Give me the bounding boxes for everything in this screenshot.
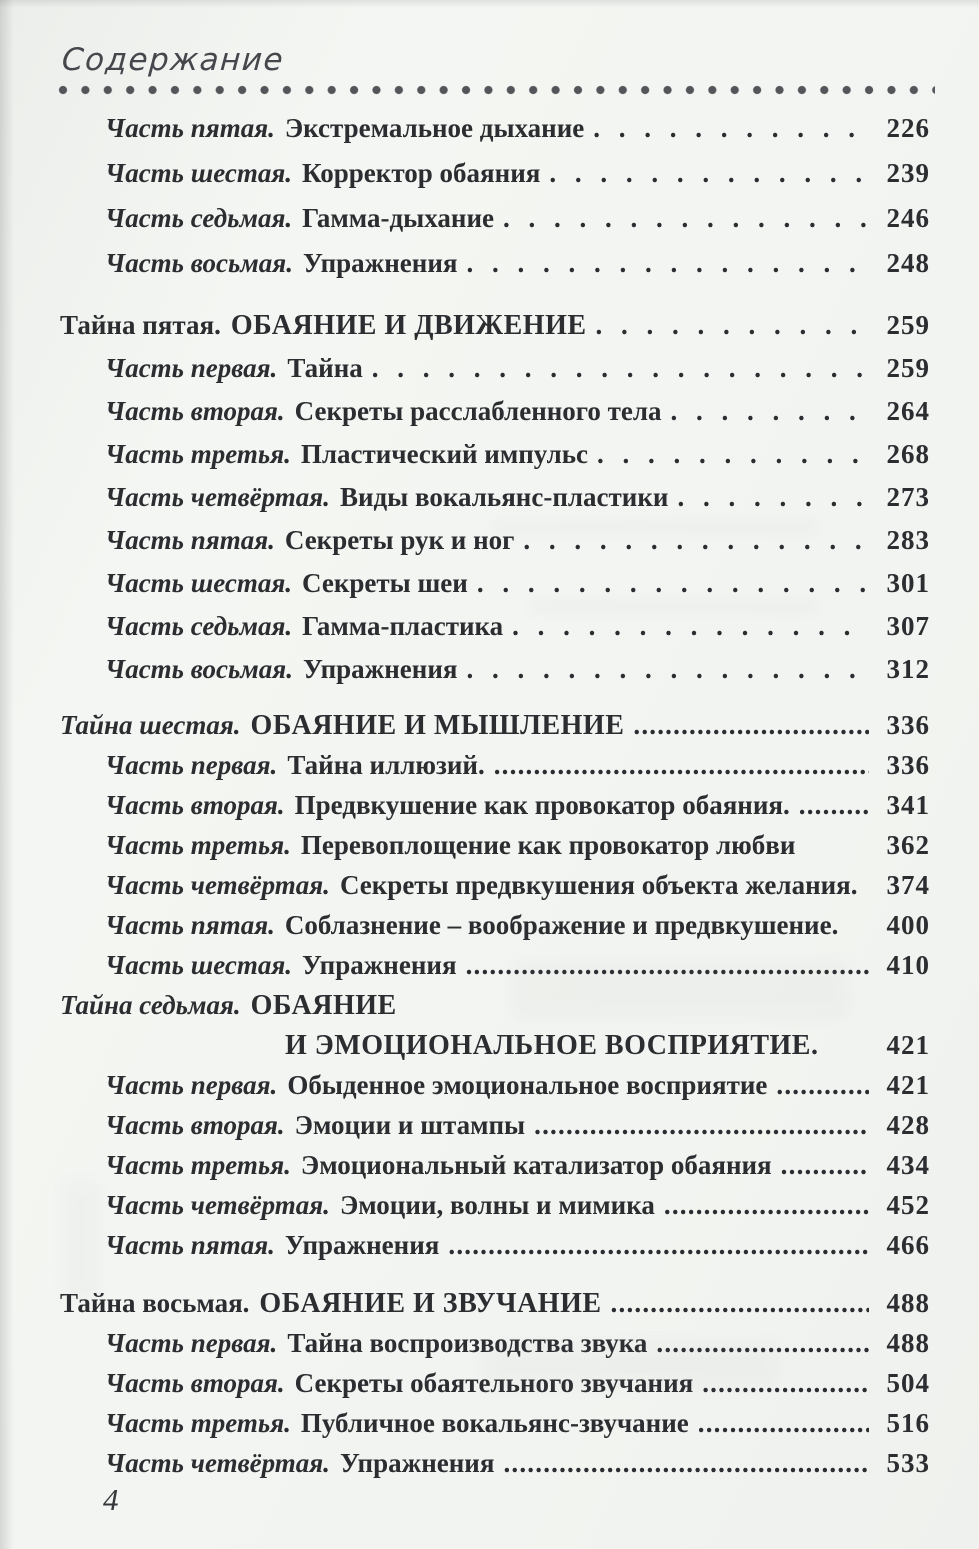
entry-title: Секреты обаятельного звучания xyxy=(294,1368,694,1398)
leader-dots xyxy=(466,945,869,985)
toc-entry xyxy=(60,519,930,562)
entry-title: Упражнения xyxy=(302,654,458,684)
entry-label: Тайна восьмая. xyxy=(60,1288,250,1318)
entry-label: Часть шестая. xyxy=(105,568,293,598)
page-number-ref: 239 xyxy=(886,158,930,188)
entry-label: Часть пятая. xyxy=(105,525,275,555)
page-number-ref: 362 xyxy=(886,830,930,860)
entry-title: Перевоплощение как провокатор любви xyxy=(300,830,796,860)
entry-label: Часть первая. xyxy=(105,1070,278,1100)
leader-dots xyxy=(702,1363,869,1403)
leader-dots xyxy=(372,347,869,390)
toc-entry xyxy=(60,945,930,985)
entry-label: Часть третья. xyxy=(105,439,291,469)
page-number-ref: 336 xyxy=(886,750,930,780)
leader-dots xyxy=(466,241,869,286)
toc-entry xyxy=(60,1105,930,1145)
toc-heading xyxy=(60,985,930,1025)
toc-entry xyxy=(60,1225,930,1265)
leader-dots xyxy=(656,1323,869,1363)
page-number-ref: 246 xyxy=(886,203,930,233)
toc-entry xyxy=(60,1323,930,1363)
toc-entry xyxy=(60,106,930,151)
page-number-ref: 273 xyxy=(886,482,930,512)
page-number-ref: 341 xyxy=(886,790,930,820)
entry-title: Секреты шеи xyxy=(302,568,468,598)
entry-title: Эмоции и штампы xyxy=(294,1110,526,1140)
toc-entry xyxy=(60,390,930,433)
entry-title: Обыденное эмоциональное восприятие xyxy=(287,1070,768,1100)
entry-title: И ЭМОЦИОНАЛЬНОЕ ВОСПРИЯТИЕ. xyxy=(285,1030,819,1061)
entry-label: Часть пятая. xyxy=(105,113,275,143)
leader-dots xyxy=(512,605,869,648)
page-number-ref: 421 xyxy=(886,1070,930,1100)
toc-entry xyxy=(60,1145,930,1185)
toc-section xyxy=(60,985,930,1265)
leader-dots xyxy=(503,196,869,241)
toc-heading xyxy=(60,304,930,347)
toc-entry xyxy=(60,476,930,519)
leader-dots xyxy=(549,151,869,196)
page-number-ref: 307 xyxy=(886,611,930,641)
page-number-ref: 301 xyxy=(886,568,930,598)
entry-label: Часть первая. xyxy=(105,1328,278,1358)
page-number-ref: 259 xyxy=(886,353,930,383)
entry-label: Часть вторая. xyxy=(105,790,285,820)
toc-section xyxy=(60,705,930,985)
toc-entry xyxy=(60,785,930,825)
toc-entry xyxy=(60,1065,930,1105)
entry-label: Часть третья. xyxy=(105,1150,291,1180)
toc-entry xyxy=(60,745,930,785)
entry-title: Гамма-пластика xyxy=(302,611,504,641)
entry-label: Часть вторая. xyxy=(105,1368,285,1398)
entry-title: Секреты расслабленного тела xyxy=(294,396,662,426)
entry-label: Часть восьмая. xyxy=(105,248,293,278)
leader-dots xyxy=(503,1443,869,1483)
leader-dots xyxy=(677,476,869,519)
entry-title: Гамма-дыхание xyxy=(302,203,494,233)
page-number-ref: 504 xyxy=(886,1368,930,1398)
toc-entry xyxy=(60,905,930,945)
entry-label: Часть пятая. xyxy=(105,910,275,940)
entry-title: Секреты предвкушения объекта желания. xyxy=(339,870,858,900)
leader-dots xyxy=(664,1185,869,1225)
entry-label: Часть четвёртая. xyxy=(105,1448,330,1478)
entry-label: Часть четвёртая. xyxy=(105,1190,330,1220)
entry-label: Часть вторая. xyxy=(105,396,285,426)
entry-label: Часть третья. xyxy=(105,830,291,860)
entry-title: Экстремальное дыхание xyxy=(284,113,585,143)
leader-dots xyxy=(477,562,869,605)
page-number-ref: 421 xyxy=(886,1030,930,1060)
entry-title: Тайна иллюзий. xyxy=(287,750,485,780)
entry-title: Пластический импульс xyxy=(300,439,589,469)
toc xyxy=(60,106,930,1483)
entry-label: Тайна пятая. xyxy=(60,310,221,340)
toc-section xyxy=(60,1283,930,1483)
entry-label: Часть первая. xyxy=(105,353,278,383)
leader-dots xyxy=(593,106,869,151)
entry-title: ОБАЯНИЕ И ДВИЖЕНИЕ xyxy=(230,310,587,341)
entry-label: Тайна шестая. xyxy=(60,710,241,740)
toc-section xyxy=(60,304,930,691)
entry-title: Публичное вокальянс-звучание xyxy=(300,1408,689,1438)
leader-dots xyxy=(671,390,869,433)
page-number-ref: 488 xyxy=(886,1288,930,1318)
page-number-ref: 283 xyxy=(886,525,930,555)
entry-title: Тайна xyxy=(287,353,363,383)
entry-title: Соблазнение – воображение и предвкушение. xyxy=(284,910,839,940)
entry-label: Часть седьмая. xyxy=(105,611,293,641)
entry-label: Часть первая. xyxy=(105,750,278,780)
entry-title: Эмоциональный катализатор обаяния xyxy=(300,1150,772,1180)
entry-label: Часть вторая. xyxy=(105,1110,285,1140)
entry-title: ОБАЯНИЕ xyxy=(250,990,397,1021)
folio-page-number: 4 xyxy=(103,1482,119,1517)
leader-dots xyxy=(596,304,869,347)
leader-dots xyxy=(494,745,869,785)
entry-label: Часть шестая. xyxy=(105,950,293,980)
toc-entry xyxy=(60,1363,930,1403)
entry-title: ОБАЯНИЕ И ЗВУЧАНИЕ xyxy=(259,1288,602,1319)
toc-heading xyxy=(60,1025,930,1065)
contents-header: Содержание xyxy=(60,42,286,78)
entry-label: Часть восьмая. xyxy=(105,654,293,684)
leader-dots xyxy=(611,1283,869,1323)
entry-title: Предвкушение как провокатор обаяния. xyxy=(294,790,790,820)
entry-title: Тайна воспроизводства звука xyxy=(287,1328,648,1358)
toc-entry xyxy=(60,648,930,691)
entry-title: Упражнения xyxy=(302,248,458,278)
toc-entry xyxy=(60,347,930,390)
page-number-ref: 533 xyxy=(886,1448,930,1478)
leader-dots xyxy=(597,433,869,476)
leader-dots xyxy=(534,1105,869,1145)
page-number-ref: 312 xyxy=(886,654,930,684)
toc-entry xyxy=(60,151,930,196)
leader-dots xyxy=(799,785,869,825)
toc-entry xyxy=(60,825,930,865)
entry-title: Упражнения xyxy=(284,1230,440,1260)
page-number-ref: 516 xyxy=(886,1408,930,1438)
page-number-ref: 428 xyxy=(886,1110,930,1140)
page-number-ref: 452 xyxy=(886,1190,930,1220)
entry-title: ОБАЯНИЕ И МЫШЛЕНИЕ xyxy=(250,710,625,741)
dotted-divider xyxy=(58,84,935,97)
toc-entry xyxy=(60,605,930,648)
entry-title: Упражнения xyxy=(302,950,457,980)
page-number-ref: 248 xyxy=(886,248,930,278)
page-number-ref: 466 xyxy=(886,1230,930,1260)
entry-title: Упражнения xyxy=(339,1448,495,1478)
leader-dots xyxy=(523,519,869,562)
leader-dots xyxy=(776,1065,869,1105)
entry-title: Секреты рук и ног xyxy=(284,525,515,555)
leader-dots xyxy=(466,648,869,691)
entry-title: Корректор обаяния xyxy=(302,158,541,188)
entry-label: Часть шестая. xyxy=(105,158,293,188)
entry-label: Часть четвёртая. xyxy=(105,482,330,512)
toc-entry xyxy=(60,241,930,286)
page-number-ref: 434 xyxy=(886,1150,930,1180)
toc-entry xyxy=(60,865,930,905)
entry-label: Часть пятая. xyxy=(105,1230,275,1260)
entry-label: Часть четвёртая. xyxy=(105,870,330,900)
entry-label: Часть третья. xyxy=(105,1408,291,1438)
page-number-ref: 268 xyxy=(886,439,930,469)
page-number-ref: 336 xyxy=(886,710,930,740)
toc-entry xyxy=(60,433,930,476)
page-number-ref: 226 xyxy=(886,113,930,143)
toc-heading xyxy=(60,1283,930,1323)
page-number-ref: 410 xyxy=(886,950,930,980)
entry-label: Часть седьмая. xyxy=(105,203,293,233)
toc-entry xyxy=(60,1185,930,1225)
page-number-ref: 488 xyxy=(886,1328,930,1358)
leader-dots xyxy=(633,705,869,745)
toc-entry xyxy=(60,1443,930,1483)
toc-entry xyxy=(60,1403,930,1443)
entry-title: Эмоции, волны и мимика xyxy=(339,1190,655,1220)
page-number-ref: 259 xyxy=(886,310,930,340)
leader-dots xyxy=(781,1145,869,1185)
entry-title: Виды вокальянс-пластики xyxy=(339,482,669,512)
entry-label: Тайна седьмая. xyxy=(60,990,241,1020)
toc-entry xyxy=(60,196,930,241)
page-number-ref: 264 xyxy=(886,396,930,426)
toc-entry xyxy=(60,562,930,605)
toc-section xyxy=(60,106,930,286)
page-number-ref: 400 xyxy=(886,910,930,940)
leader-dots xyxy=(698,1403,869,1443)
toc-heading xyxy=(60,705,930,745)
page-number-ref: 374 xyxy=(886,870,930,900)
leader-dots xyxy=(448,1225,869,1265)
